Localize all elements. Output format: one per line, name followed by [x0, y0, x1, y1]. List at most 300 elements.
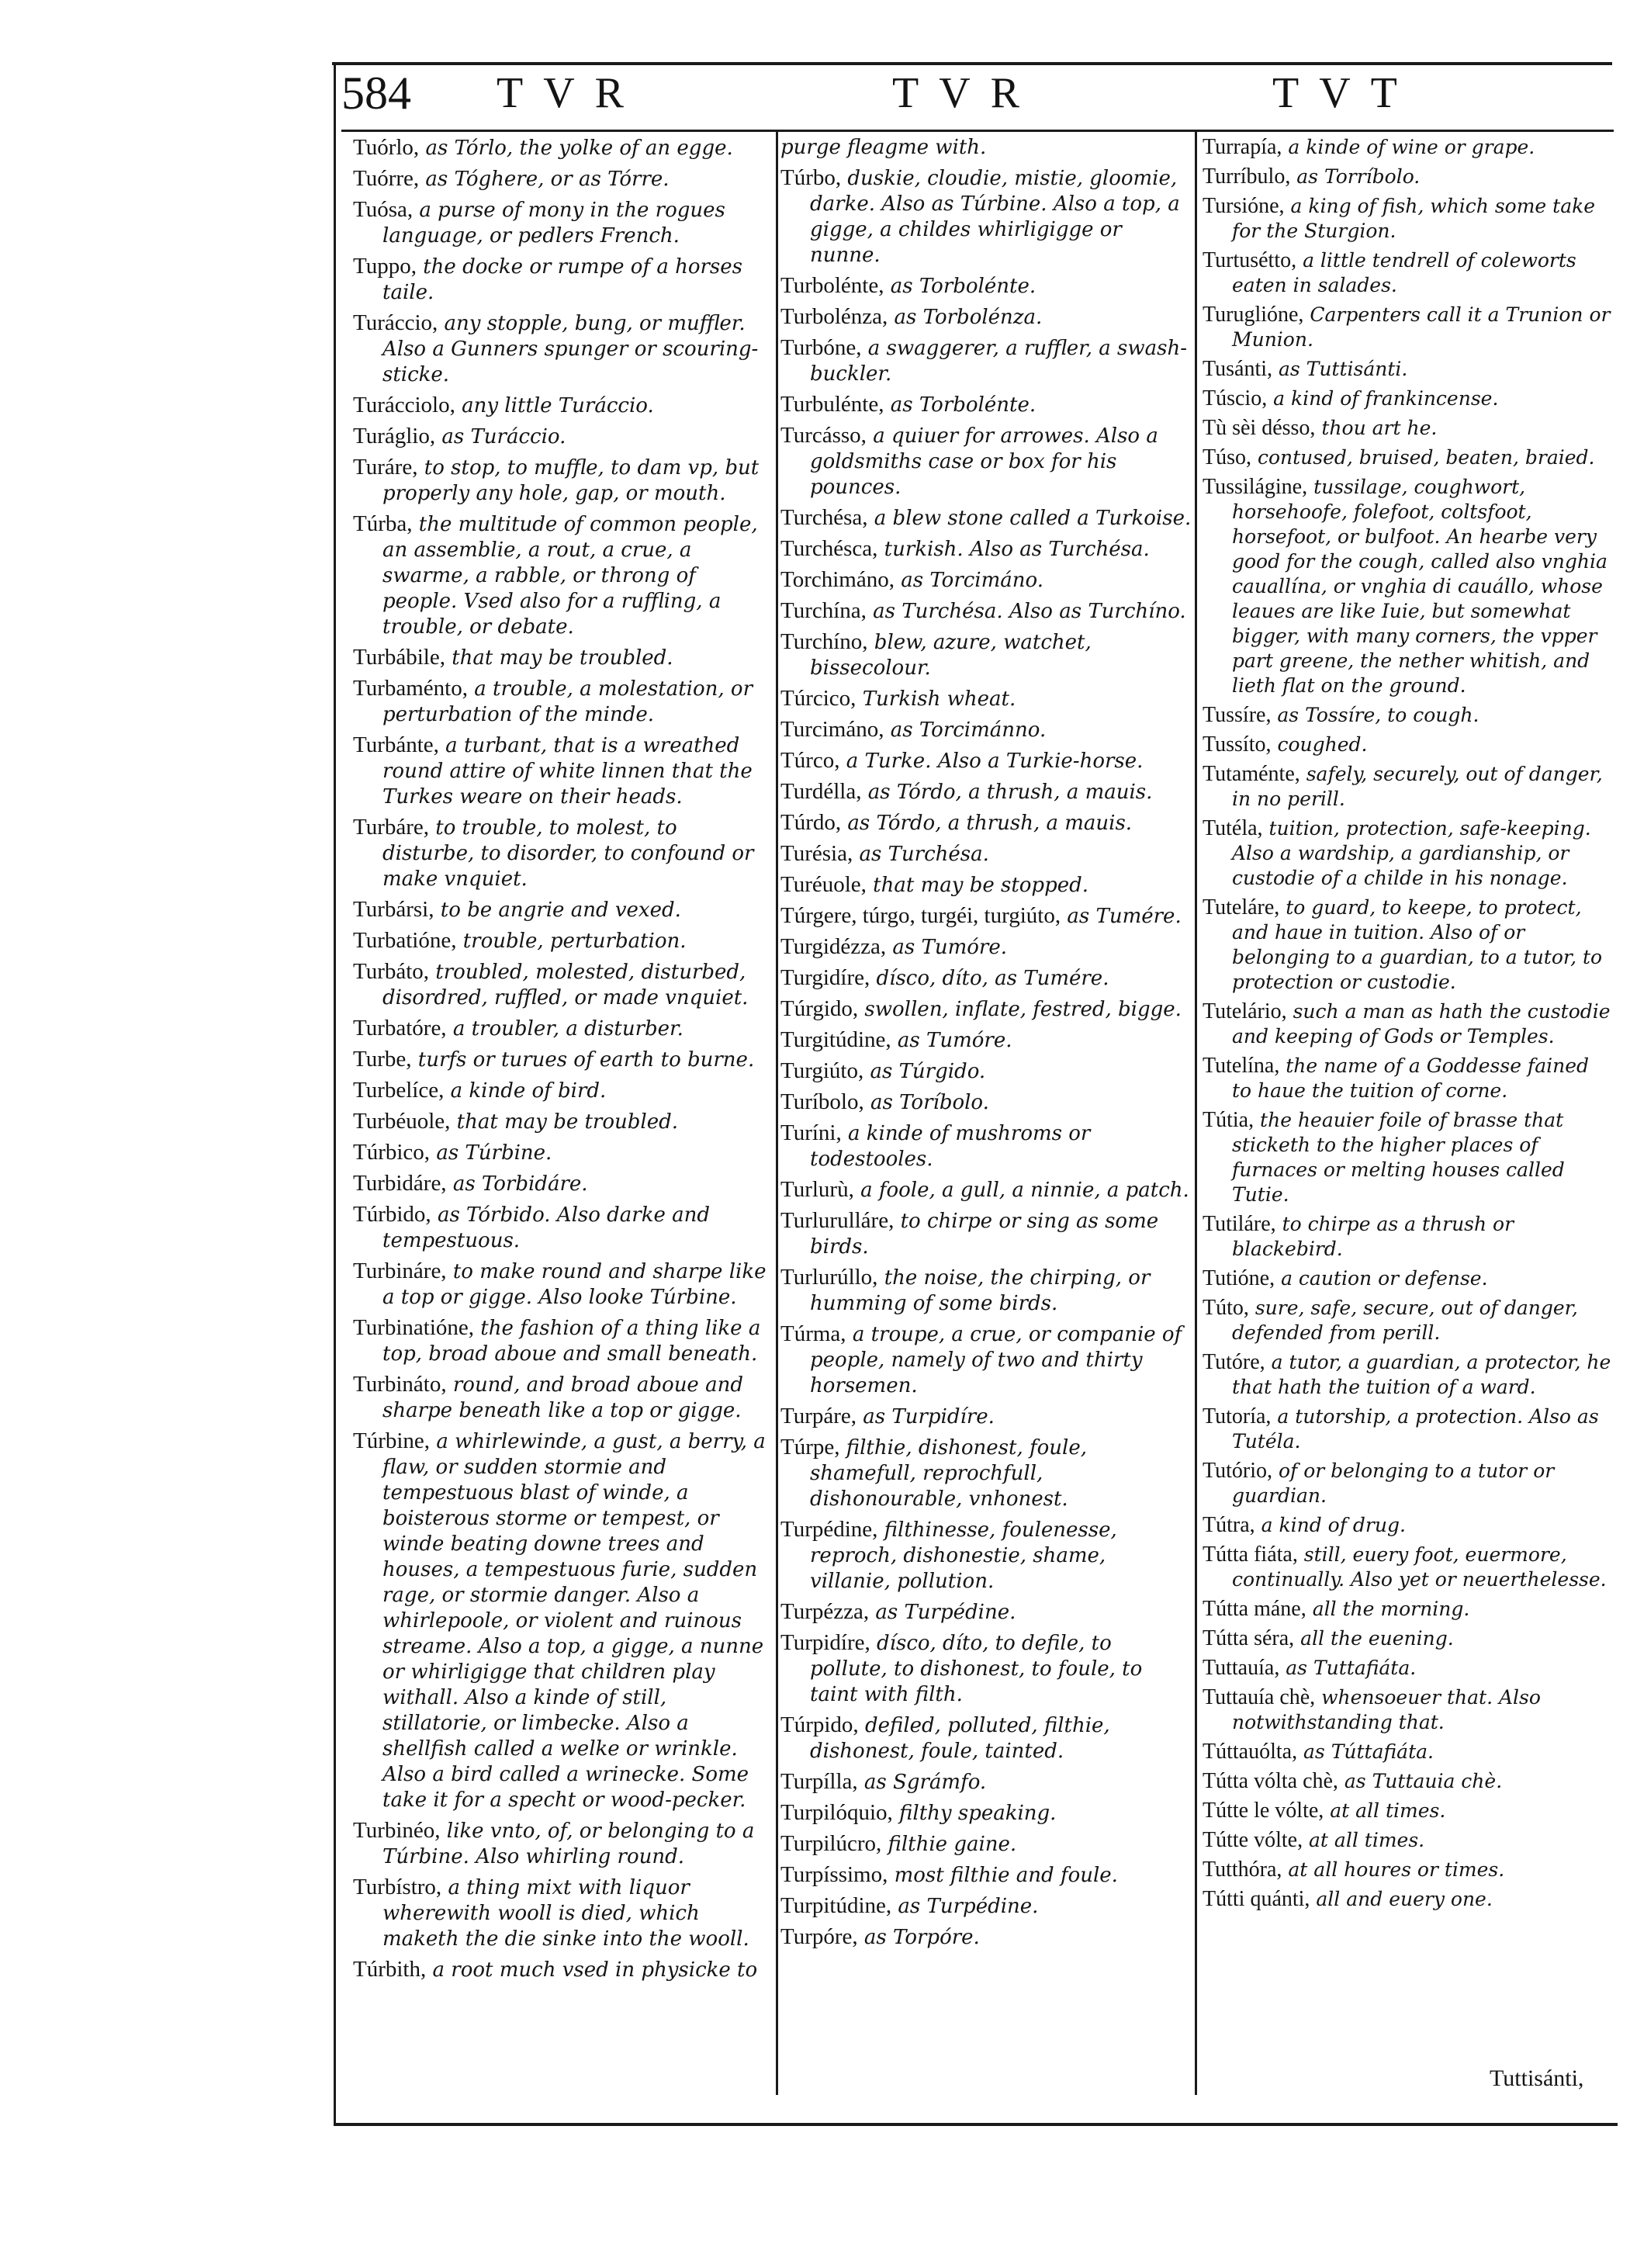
entry-headword: Túrbine,: [353, 1428, 431, 1453]
entry-headword: Turtusétto,: [1203, 248, 1297, 272]
entry-definition: a trouble, a molestation, or perturbation of the minde.: [382, 677, 753, 726]
entry-definition: all the morning.: [1312, 1598, 1470, 1620]
dictionary-entry: [780, 1177, 1192, 1203]
entry-definition: defiled, polluted, filthie, dishonest, foule, tainted.: [810, 1714, 1110, 1763]
entry-headword: Turéuole,: [780, 872, 867, 897]
dictionary-entry: [780, 1599, 1192, 1626]
entry-definition: as Toríbolo.: [870, 1091, 989, 1114]
entry-definition: at all times.: [1309, 1829, 1425, 1851]
entry-definition: to stop, to muffle, to dam vp, but properly any hole, gap, or mouth.: [382, 456, 760, 505]
entry-definition: as Torbolénte.: [890, 275, 1036, 298]
dictionary-entry: [353, 455, 772, 507]
dictionary-entry: [353, 1957, 772, 1983]
entry-definition: a troupe, a crue, or companie of people, namely of two and thirty horsemen.: [810, 1323, 1182, 1397]
entry-definition: filthie, dishonest, foule, shamefull, reprochfull, dishonourable, vnhonest.: [810, 1436, 1087, 1511]
entry-definition: a tutorship, a protection. Also as Tutéla.: [1232, 1405, 1599, 1453]
dictionary-entry: [1203, 1626, 1614, 1651]
dictionary-entry: [1203, 895, 1614, 995]
entry-definition: the docke or rumpe of a horses taile.: [382, 255, 743, 304]
entry-headword: Turcimáno,: [780, 717, 884, 742]
dictionary-entry: [780, 392, 1192, 418]
dictionary-entry: [1203, 194, 1614, 244]
dictionary-entry: [780, 717, 1192, 743]
dictionary-entry: [353, 393, 772, 419]
entry-headword: Turpilóquio,: [780, 1800, 893, 1825]
dictionary-entry: [353, 1140, 772, 1166]
entry-headword: Túrgere, túrgo, turgéi, turgiúto,: [780, 903, 1061, 928]
entry-headword: Túrbico,: [353, 1140, 431, 1165]
entry-headword: Torchimáno,: [780, 567, 895, 592]
dictionary-entry: [353, 310, 772, 388]
dictionary-entry: [1203, 164, 1614, 189]
dictionary-entry: [780, 1862, 1192, 1889]
entry-definition: a root much vsed in physicke to: [432, 1958, 758, 1982]
dictionary-entry: [353, 1259, 772, 1311]
entry-headword: Turésia,: [780, 841, 853, 866]
dictionary-entry: [780, 1404, 1192, 1430]
dictionary-entry: [780, 965, 1192, 992]
dictionary-entry: [780, 872, 1192, 899]
entry-headword: Túrdo,: [780, 810, 842, 835]
dictionary-entry: [1203, 1108, 1614, 1207]
entry-headword: Turbánte,: [353, 732, 439, 757]
entry-headword: Turchína,: [780, 598, 867, 623]
entry-definition: any little Turáccio.: [462, 394, 654, 417]
dictionary-entry: [780, 996, 1192, 1023]
dictionary-entry: [780, 505, 1192, 532]
entry-headword: Túrpido,: [780, 1712, 859, 1737]
dictionary-entry: [780, 934, 1192, 961]
dictionary-entry: [780, 686, 1192, 712]
dictionary-entry: [1203, 1769, 1614, 1794]
dictionary-entry: [780, 1831, 1192, 1858]
entry-definition: any stopple, bung, or muffler. Also a Gunners spunger or scouring-sticke.: [382, 312, 759, 386]
entry-definition: as Tórdo, a thrush, a mauis.: [847, 812, 1133, 835]
entry-definition: as Turpédine.: [898, 1895, 1039, 1918]
entry-definition: coughed.: [1277, 733, 1368, 756]
entry-definition: swollen, inflate, festred, bigge.: [864, 998, 1182, 1021]
entry-definition: a caution or defense.: [1281, 1267, 1488, 1290]
entry-definition: that may be stopped.: [873, 874, 1089, 897]
entry-headword: Turáre,: [353, 455, 418, 480]
entry-headword: Turpáre,: [780, 1404, 857, 1428]
entry-headword: Turlurulláre,: [780, 1208, 895, 1233]
column-3: [1203, 135, 1614, 1917]
entry-definition: a kind of drug.: [1261, 1514, 1406, 1536]
entry-definition: still, euery foot, euermore, continually. Also yet or neuerthelesse.: [1232, 1543, 1607, 1591]
dictionary-entry: [1203, 1799, 1614, 1823]
dictionary-entry: [353, 1315, 772, 1367]
entry-headword: Turbidáre,: [353, 1171, 447, 1196]
dictionary-entry: [1203, 1350, 1614, 1400]
entry-headword: Turáglio,: [353, 424, 436, 448]
dictionary-entry: [1203, 1740, 1614, 1764]
dictionary-entry: [780, 1321, 1192, 1399]
entry-headword: Tutéla,: [1203, 816, 1263, 840]
entry-definition: a kind of frankincense.: [1273, 387, 1499, 410]
entry-definition: that may be troubled.: [456, 1110, 679, 1134]
entry-headword: Turíbolo,: [780, 1089, 864, 1114]
entry-headword: Turáccio,: [353, 310, 438, 335]
entry-definition: like vnto, of, or belonging to a Túrbine. Also whirling round.: [382, 1820, 755, 1868]
dictionary-entry: [353, 254, 772, 306]
dictionary-entry: [780, 810, 1192, 836]
entry-headword: Túrcico,: [780, 686, 857, 711]
dictionary-entry: [1203, 1054, 1614, 1103]
dictionary-entry: [780, 335, 1192, 387]
entry-definition: filthy speaking.: [899, 1802, 1057, 1825]
entry-headword: Turbábile,: [353, 645, 445, 670]
entry-headword: Turchésca,: [780, 536, 878, 561]
column-divider: [776, 132, 778, 2095]
entry-definition: all and euery one.: [1316, 1888, 1493, 1910]
dictionary-entry: [780, 1769, 1192, 1795]
dictionary-entry: [353, 424, 772, 450]
entry-headword: Tussilágine,: [1203, 475, 1308, 499]
entry-headword: Turcásso,: [780, 423, 867, 448]
column-divider: [1195, 132, 1197, 2095]
dictionary-entry: [780, 1924, 1192, 1951]
entry-definition: the heauier foile of brasse that sticketh to the higher places of furnaces or melting houses called Tutie.: [1232, 1109, 1565, 1206]
dictionary-entry: [780, 779, 1192, 805]
dictionary-entry: [780, 1089, 1192, 1116]
entry-definition: a purse of mony in the rogues language, or pedlers French.: [382, 199, 725, 248]
dictionary-entry: [1203, 248, 1614, 298]
entry-headword: Turuglióne,: [1203, 303, 1304, 327]
entry-headword: Turbóne,: [780, 335, 862, 360]
entry-headword: Túrma,: [780, 1321, 846, 1346]
entry-headword: Túto,: [1203, 1296, 1249, 1320]
entry-headword: Tútta vólta chè,: [1203, 1769, 1338, 1793]
entry-definition: dísco, díto, to defile, to pollute, to dishonest, to foule, to taint with filth.: [810, 1632, 1143, 1706]
entry-headword: Túscio,: [1203, 386, 1268, 410]
entry-headword: Tuppo,: [353, 254, 417, 279]
dictionary-entry: [780, 1630, 1192, 1708]
dictionary-entry: [780, 536, 1192, 563]
entry-definition: to chirpe or sing as some birds.: [810, 1210, 1159, 1259]
dictionary-entry: [1203, 762, 1614, 812]
entry-headword: Turbársi,: [353, 897, 434, 922]
frame-left-rule: [334, 62, 336, 2126]
dictionary-entry: [1203, 1597, 1614, 1622]
entry-headword: Turbáto,: [353, 959, 430, 984]
entry-definition: as Tórlo, the yolke of an egge.: [425, 137, 733, 160]
entry-headword: Turbáre,: [353, 815, 430, 840]
entry-definition: as Túrgido.: [870, 1060, 986, 1083]
entry-headword: Túrco,: [780, 748, 840, 773]
dictionary-entry: [1203, 1828, 1614, 1853]
entry-headword: Túrbo,: [780, 165, 842, 190]
entry-headword: Turgiúto,: [780, 1058, 864, 1083]
entry-definition: as Túttafiáta.: [1303, 1740, 1434, 1763]
dictionary-entry: [1203, 732, 1614, 757]
entry-headword: Turbolénte,: [780, 273, 884, 298]
entry-headword: Turchíno,: [780, 629, 868, 654]
dictionary-entry: [1203, 475, 1614, 698]
page-number: 584: [341, 68, 411, 119]
entry-definition: as Torcimánno.: [890, 718, 1047, 742]
entry-definition: a quiuer for arrowes. Also a goldsmiths case or box for his pounces.: [810, 424, 1158, 499]
entry-headword: Tutório,: [1203, 1459, 1273, 1483]
entry-headword: Tuósa,: [353, 197, 414, 222]
entry-headword: Turríbulo,: [1203, 164, 1291, 189]
page-header: [341, 67, 1614, 129]
dictionary-entry: [780, 903, 1192, 930]
entry-headword: Túttauólta,: [1203, 1740, 1298, 1764]
entry-definition: as Tórdo, a thrush, a mauis.: [867, 781, 1153, 804]
entry-definition: a kinde of wine or grape.: [1288, 136, 1535, 158]
dictionary-entry: [353, 1016, 772, 1042]
dictionary-entry: [1203, 1656, 1614, 1681]
entry-definition: trouble, perturbation.: [462, 930, 687, 953]
entry-definition: a kinde of bird.: [450, 1079, 607, 1103]
entry-definition: as Tórbido. Also darke and tempestuous.: [382, 1203, 711, 1252]
entry-headword: Túrbido,: [353, 1202, 431, 1227]
dictionary-entry: [780, 1435, 1192, 1512]
dictionary-entry: [780, 748, 1192, 774]
dictionary-entry: [353, 732, 772, 810]
entry-headword: Turbe,: [353, 1047, 412, 1072]
entry-headword: Turíni,: [780, 1120, 842, 1145]
dictionary-entry: [1203, 703, 1614, 728]
entry-definition: as Turchésa. Also as Turchíno.: [873, 600, 1186, 623]
entry-definition: as Tumóre.: [897, 1029, 1012, 1052]
entry-headword: Turchésa,: [780, 505, 868, 530]
entry-definition: a blew stone called a Turkoise.: [874, 507, 1192, 530]
entry-definition: duskie, cloudie, mistie, gloomie, darke. Also as Túrbine. Also a top, a gigge, a childes whirligigge or nunne.: [810, 167, 1180, 267]
running-head-left: TVR: [497, 69, 644, 117]
entry-headword: Turpíssimo,: [780, 1862, 888, 1887]
dictionary-entry: [1203, 357, 1614, 382]
entry-headword: Tútia,: [1203, 1108, 1255, 1132]
dictionary-entry: [1203, 1296, 1614, 1345]
dictionary-entry: [780, 598, 1192, 625]
dictionary-entry: [780, 1712, 1192, 1764]
entry-definition: filthie gaine.: [888, 1833, 1017, 1856]
dictionary-entry: [780, 304, 1192, 331]
dictionary-entry: [1203, 1685, 1614, 1735]
dictionary-entry: [353, 1109, 772, 1135]
entry-headword: Turbinatióne,: [353, 1315, 475, 1340]
entry-definition: purge fleagme with.: [780, 136, 987, 159]
entry-definition: as Turchésa.: [859, 843, 989, 866]
entry-headword: Turpidíre,: [780, 1630, 870, 1655]
entry-definition: such a man as hath the custodie and keeping of Gods or Temples.: [1232, 1000, 1611, 1047]
frame-top-rule: [332, 62, 1612, 65]
entry-definition: the name of a Goddesse fained to haue the tuition of corne.: [1232, 1054, 1589, 1102]
entry-definition: a troubler, a disturber.: [452, 1017, 683, 1041]
entry-definition: as Turpédine.: [875, 1601, 1016, 1624]
entry-definition: as Sgrámfo.: [863, 1771, 987, 1794]
dictionary-entry: [353, 1818, 772, 1870]
dictionary-entry: [1203, 1404, 1614, 1454]
frame-bottom-rule: [334, 2123, 1618, 2126]
entry-headword: Tusánti,: [1203, 357, 1273, 381]
entry-definition: a whirlewinde, a gust, a berry, a flaw, or sudden stormie and tempestuous blast of winde, a boisterous storme or tempest, or winde beating downe trees and houses, a tempestuous furie, sudden rage, or stormie danger. Also a whirlepoole, or violent and ruinous streame. Also a top, a gigge, a nunne or whirligigge that children play withall. Also a kinde of still, stillatorie, or limbecke. Also a shellfish called a welke or wrinkle. Also a bird called a wrinecke. Some take it for a specht or wood-pecker.: [382, 1430, 766, 1812]
catchword: Tuttisánti,: [1490, 2065, 1584, 2091]
entry-headword: Turgitúdine,: [780, 1027, 891, 1052]
entry-headword: Turbolénza,: [780, 304, 888, 329]
dictionary-entry: [780, 1800, 1192, 1827]
dictionary-entry: [353, 166, 772, 192]
entry-definition: a thing mixt with liquor wherewith wooll is died, which maketh the die sinke into the wooll.: [382, 1876, 749, 1951]
entry-headword: Tuórlo,: [353, 135, 420, 160]
entry-definition: dísco, díto, as Tumére.: [876, 967, 1109, 990]
dictionary-entry: [353, 1171, 772, 1197]
entry-headword: Turpilúcro,: [780, 1831, 882, 1856]
entry-headword: Turlurù,: [780, 1177, 854, 1202]
dictionary-entry: [780, 1120, 1192, 1172]
entry-definition: as Torbolénte.: [890, 393, 1036, 417]
entry-definition: that may be troubled.: [452, 646, 673, 670]
entry-definition: troubled, molested, disturbed, disordred, ruffled, or made vnquiet.: [382, 961, 749, 1009]
dictionary-entry: [353, 511, 772, 640]
entry-headword: Tutiláre,: [1203, 1212, 1276, 1236]
entry-definition: to chirpe as a thrush or blackebird.: [1232, 1213, 1514, 1260]
dictionary-entry: [780, 1517, 1192, 1595]
dictionary-entry: [780, 841, 1192, 867]
dictionary-entry: [780, 273, 1192, 300]
dictionary-entry: [780, 567, 1192, 594]
entry-headword: Tuttauía chè,: [1203, 1685, 1316, 1709]
entry-headword: Tútte vólte,: [1203, 1828, 1303, 1852]
dictionary-entry: [1203, 1858, 1614, 1882]
entry-definition: tuition, protection, safe-keeping. Also a wardship, a gardianship, or custodie of a childe in his nonage.: [1232, 817, 1591, 889]
entry-definition: as Torpóre.: [863, 1926, 980, 1949]
entry-headword: Turgidézza,: [780, 934, 887, 959]
entry-definition: a turbant, that is a wreathed round attire of white linnen that the Turkes weare on their heads.: [382, 734, 753, 809]
header-rule: [341, 130, 1614, 132]
entry-definition: all the euening.: [1300, 1627, 1454, 1650]
dictionary-entry: [353, 1078, 772, 1104]
entry-definition: as Tumóre.: [892, 936, 1007, 959]
entry-definition: blew, azure, watchet, bissecolour.: [810, 631, 1092, 680]
dictionary-entry: [353, 1372, 772, 1424]
entry-definition: the fashion of a thing like a top, broad aboue and small beneath.: [382, 1317, 761, 1366]
entry-definition: a kinde of mushroms or todestooles.: [810, 1122, 1091, 1171]
entry-definition: at all houres or times.: [1288, 1858, 1505, 1881]
entry-definition: of or belonging to a tutor or guardian.: [1232, 1459, 1555, 1507]
entry-definition: turkish. Also as Turchésa.: [884, 538, 1150, 561]
dictionary-entry: [1203, 386, 1614, 411]
entry-headword: Turbístro,: [353, 1875, 442, 1899]
dictionary-entry: [1203, 1887, 1614, 1912]
entry-definition: round, and broad aboue and sharpe beneath like a top or gigge.: [382, 1373, 743, 1422]
entry-headword: Túrbith,: [353, 1957, 427, 1982]
entry-definition: the multitude of common people, an assemblie, a rout, a crue, a swarme, a rabble, or throng of people. Vsed also for a ruffling, a trouble, or debate.: [382, 513, 758, 639]
entry-definition: as Torbolénza.: [894, 306, 1043, 329]
entry-definition: as Torcimáno.: [901, 569, 1043, 592]
dictionary-entry: [780, 1208, 1192, 1260]
entry-definition: filthinesse, foulenesse, reproch, dishonestie, shame, villanie, pollution.: [810, 1518, 1117, 1593]
column-2: [780, 135, 1192, 1955]
entry-headword: Tù sèi désso,: [1203, 416, 1316, 440]
dictionary-entry: [1203, 816, 1614, 891]
entry-headword: Tuteláre,: [1203, 895, 1280, 919]
entry-definition: thou art he.: [1321, 417, 1438, 439]
dictionary-entry: [1203, 1543, 1614, 1592]
entry-headword: Tutóre,: [1203, 1350, 1265, 1374]
entry-definition: whensoeuer that. Also notwithstanding that.: [1232, 1686, 1541, 1733]
entry-definition: to be angrie and vexed.: [440, 899, 681, 922]
dictionary-entry: [1203, 416, 1614, 441]
entry-headword: Tutelína,: [1203, 1054, 1280, 1078]
entry-headword: Turdélla,: [780, 779, 862, 804]
entry-definition: most filthie and foule.: [894, 1864, 1118, 1887]
entry-headword: Turpitúdine,: [780, 1893, 892, 1918]
dictionary-entry: [353, 1047, 772, 1073]
entry-headword: Turbináre,: [353, 1259, 447, 1283]
dictionary-entry: [353, 1875, 772, 1952]
entry-headword: Turbelíce,: [353, 1078, 445, 1103]
dictionary-entry: [1203, 1212, 1614, 1262]
entry-definition: a tutor, a guardian, a protector, he that hath the tuition of a ward.: [1232, 1351, 1611, 1398]
dictionary-entry: [780, 423, 1192, 500]
dictionary-entry: [780, 1058, 1192, 1085]
entry-definition: a swaggerer, a ruffler, a swash-buckler.: [810, 337, 1188, 386]
entry-definition: to trouble, to molest, to disturbe, to disorder, to confound or make vnquiet.: [382, 816, 754, 891]
dictionary-entry: [780, 1265, 1192, 1317]
entry-definition: as Turpidíre.: [863, 1405, 995, 1428]
entry-headword: Tutelário,: [1203, 999, 1287, 1023]
entry-headword: Turbulénte,: [780, 392, 884, 417]
dictionary-entry: [353, 135, 772, 161]
entry-headword: Turrapía,: [1203, 135, 1282, 159]
dictionary-entry: [780, 135, 1192, 161]
dictionary-entry: [353, 959, 772, 1011]
entry-definition: contused, bruised, beaten, braied.: [1257, 446, 1595, 469]
dictionary-entry: [353, 676, 772, 728]
dictionary-entry: [353, 815, 772, 892]
entry-definition: Carpenters call it a Trunion or Munion.: [1232, 303, 1611, 351]
entry-headword: Turbináto,: [353, 1372, 447, 1397]
entry-headword: Tussíto,: [1203, 732, 1272, 757]
entry-headword: Turgidíre,: [780, 965, 870, 990]
entry-definition: tussilage, coughwort, horsehoofe, folefoot, coltsfoot, horsefoot, or bulfoot. An hearbe very good for the cough, called also vnghia cauallína, or vnghia di cauállo, whose leaues are like Iuie, but somewhat bigger, with many corners, the vpper part greene, the nether whitish, and lieth flat on the ground.: [1232, 476, 1608, 697]
entry-definition: a foole, a gull, a ninnie, a patch.: [860, 1179, 1189, 1202]
entry-headword: Turpédine,: [780, 1517, 878, 1542]
dictionary-entry: [780, 629, 1192, 681]
entry-definition: turfs or turues of earth to burne.: [417, 1048, 755, 1072]
entry-headword: Tútta fiáta,: [1203, 1543, 1298, 1567]
entry-definition: as Túrbine.: [436, 1141, 552, 1165]
entry-headword: Tútra,: [1203, 1513, 1255, 1537]
entry-definition: as Tuttauia chè.: [1344, 1770, 1503, 1792]
entry-definition: as Tóghere, or as Tórre.: [425, 168, 670, 191]
entry-definition: to make round and sharpe like a top or gigge. Also looke Túrbine.: [382, 1260, 767, 1309]
entry-headword: Tutoría,: [1203, 1404, 1272, 1428]
column-1: [353, 135, 772, 1988]
entry-headword: Tuttauía,: [1203, 1656, 1280, 1680]
dictionary-entry: [1203, 303, 1614, 352]
entry-headword: Turlurúllo,: [780, 1265, 878, 1290]
entry-definition: a king of fish, which some take for the Sturgion.: [1232, 195, 1596, 242]
entry-headword: Tútti quánti,: [1203, 1887, 1310, 1911]
dictionary-entry: [1203, 1513, 1614, 1538]
entry-headword: Tutióne,: [1203, 1266, 1275, 1290]
entry-headword: Turbéuole,: [353, 1109, 451, 1134]
entry-headword: Túrgido,: [780, 996, 859, 1021]
entry-headword: Turpézza,: [780, 1599, 870, 1624]
entry-definition: as Tossíre, to cough.: [1277, 704, 1479, 726]
running-head-middle: TVR: [892, 69, 1040, 117]
entry-headword: Turbatóre,: [353, 1016, 447, 1041]
dictionary-entry: [780, 1027, 1192, 1054]
running-head-right: TVT: [1272, 69, 1417, 117]
dictionary-entry: [780, 1893, 1192, 1920]
entry-definition: Turkish wheat.: [862, 687, 1016, 711]
dictionary-entry: [353, 197, 772, 249]
